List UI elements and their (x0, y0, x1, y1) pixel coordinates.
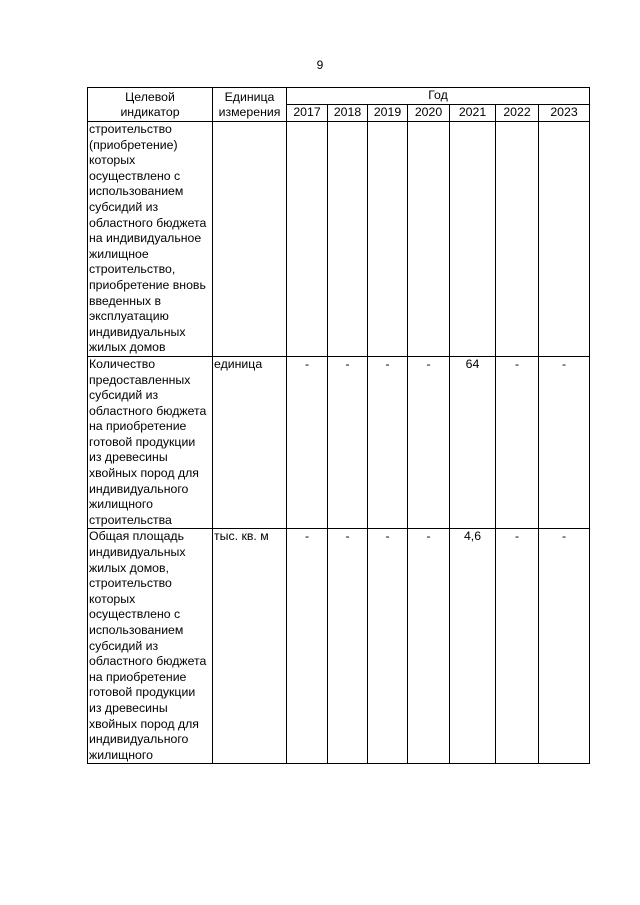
value-cell: 4,6 (450, 529, 496, 764)
value-cell (450, 122, 496, 357)
value-cell (539, 122, 590, 357)
header-year-group: Год (287, 88, 590, 105)
value-cell: - (328, 356, 368, 529)
header-year: 2017 (287, 105, 328, 122)
value-cell (328, 122, 368, 357)
unit-cell: единица (213, 356, 287, 529)
header-indicator (88, 88, 213, 122)
value-cell (408, 122, 450, 357)
header-year: 2020 (408, 105, 450, 122)
value-cell: - (539, 529, 590, 764)
value-cell: - (408, 529, 450, 764)
table-row (88, 529, 590, 764)
value-cell: - (287, 529, 328, 764)
header-row-top (88, 88, 590, 105)
header-year: 2019 (368, 105, 408, 122)
header-indicator-line1: Целевой (125, 89, 175, 104)
value-cell (287, 122, 328, 357)
indicator-cell: Количество предоставленных субсидий из областного бюджета на приобретение готовой продукции из древесины хвойных пород для индивидуального жилищного строительства (88, 356, 213, 529)
value-cell: - (496, 529, 539, 764)
value-cell: - (328, 529, 368, 764)
unit-cell (213, 122, 287, 357)
indicator-cell: строительство (приобретение) которых осуществлено с использованием субсидий из областного бюджета на индивидуальное жилищное строительство, приобретение вновь введенных в эксплуатацию индивидуальных жилых домов (88, 122, 213, 357)
value-cell: 64 (450, 356, 496, 529)
value-cell: - (539, 356, 590, 529)
value-cell: - (368, 356, 408, 529)
value-cell: - (368, 529, 408, 764)
indicators-table (87, 87, 590, 764)
value-cell: - (287, 356, 328, 529)
header-year: 2021 (450, 105, 496, 122)
value-cell (496, 122, 539, 357)
page-number: 9 (316, 58, 324, 72)
value-cell: - (496, 356, 539, 529)
header-indicator-line2: индикатор (120, 105, 180, 120)
unit-cell: тыс. кв. м (213, 529, 287, 764)
header-unit-line1: Единица (224, 89, 275, 104)
header-unit-line2: измерения (218, 105, 281, 120)
value-cell (368, 122, 408, 357)
header-unit (213, 88, 287, 122)
table-row (88, 122, 590, 357)
indicator-cell: Общая площадь индивидуальных жилых домов, строительство которых осуществлено с использованием субсидий из областного бюджета на приобретение готовой продукции из древесины хвойных пород для индивидуального жилищного (88, 529, 213, 764)
value-cell: - (408, 356, 450, 529)
header-year: 2022 (496, 105, 539, 122)
header-year: 2023 (539, 105, 590, 122)
table-row (88, 356, 590, 529)
header-year: 2018 (328, 105, 368, 122)
